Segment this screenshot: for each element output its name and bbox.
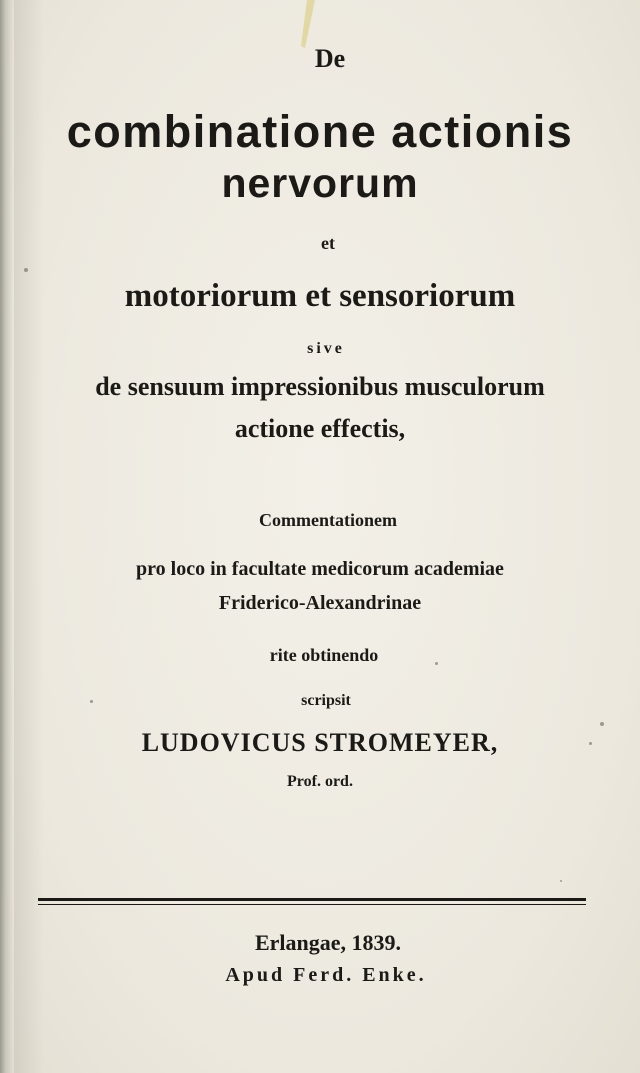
paper-speck [90, 700, 93, 703]
subtitle-line1: motoriorum et sensoriorum [124, 278, 516, 314]
author-name: LUDOVICUS STROMEYER, [141, 728, 499, 757]
divider-rule-thin [38, 904, 586, 905]
rite-obtinendo: rite obtinendo [269, 645, 379, 665]
imprint-publisher: Apud Ferd. Enke. [225, 964, 427, 986]
subtitle-line2b: actione effectis, [234, 414, 406, 443]
purpose-line2: Friderico-Alexandrinae [218, 592, 422, 614]
paper-speck [24, 268, 28, 272]
paper-speck [589, 742, 592, 745]
main-title-line2: nervorum [221, 160, 419, 206]
paper-speck [600, 722, 604, 726]
paper-speck [435, 662, 438, 665]
scripsit-label: scripsit [301, 692, 351, 709]
ink-mark [285, 0, 325, 50]
commentatio-label: Commentationem [259, 510, 397, 530]
paper-speck [560, 880, 562, 882]
title-de: De [314, 44, 346, 73]
main-title-line1: combinatione actionis [66, 106, 574, 157]
imprint-place-year: Erlangae, 1839. [254, 930, 402, 955]
conjunction-et: et [321, 233, 335, 253]
divider-rule [38, 898, 586, 901]
purpose-line1: pro loco in facultate medicorum academiae [136, 558, 504, 580]
author-title: Prof. ord. [287, 773, 353, 790]
conjunction-sive: sive [307, 340, 345, 357]
subtitle-line2a: de sensuum impressionibus musculorum [95, 372, 545, 401]
